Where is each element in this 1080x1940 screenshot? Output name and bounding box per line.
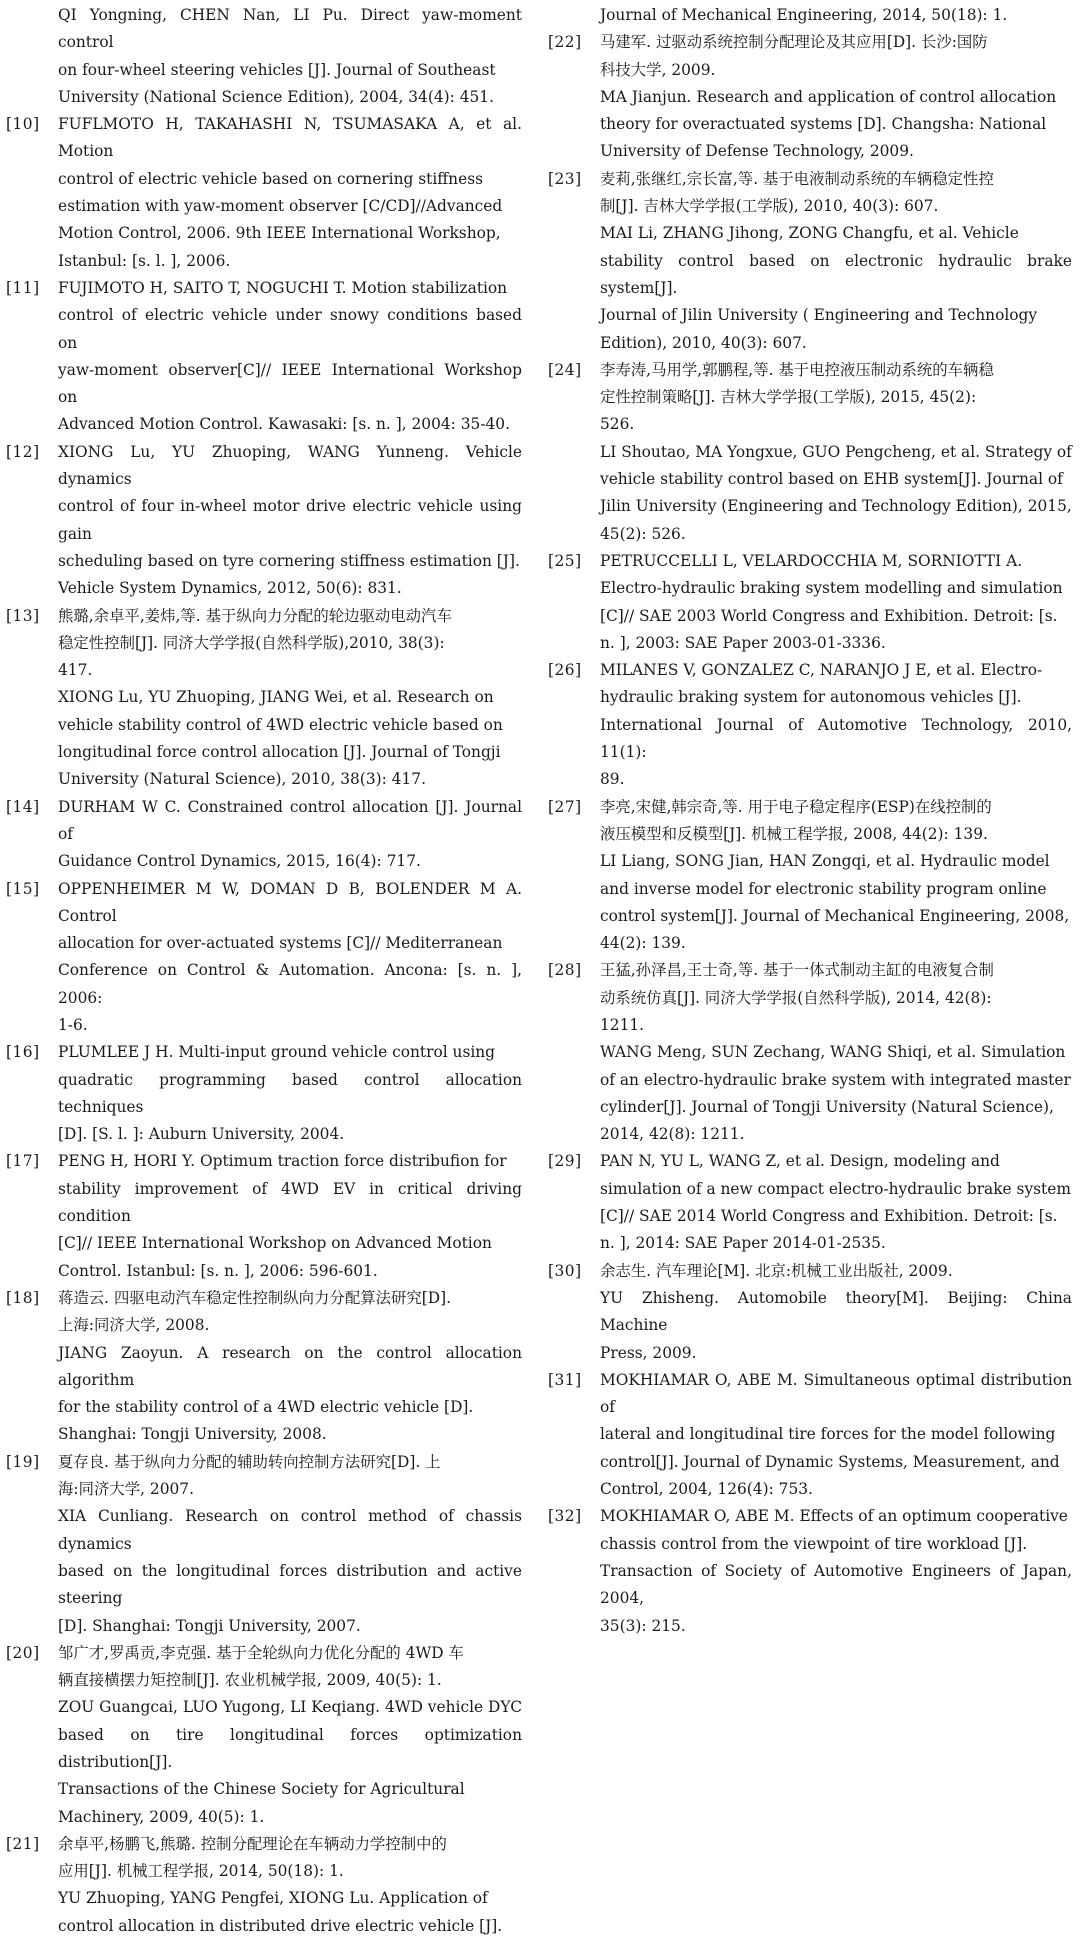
reference-text-line: LI Liang, SONG Jian, HAN Zongqi, et al. Hydraulic model — [600, 852, 1050, 871]
reference-number: [26] — [548, 661, 582, 680]
reference-text-line: estimation with yaw-moment observer [C/CD]//Advanced — [58, 197, 503, 216]
reference-entry — [548, 1148, 1072, 1257]
reference-text-line: MA Jianjun. Research and application of control allocation — [600, 87, 1057, 106]
reference-text-line: 89. — [600, 770, 625, 789]
reference-text-line: stability control based on electronic hydraulic brake system[J]. — [600, 251, 1072, 297]
reference-entry — [548, 1258, 1072, 1367]
reference-text-line: lateral and longitudinal tire forces for the model following — [600, 1425, 1056, 1444]
reference-text-line: Advanced Motion Control. Kawasaki: [s. n. ], 2004: 35-40. — [58, 415, 510, 434]
reference-text-line: Journal of Jilin University ( Engineering and Technology — [600, 306, 1038, 325]
reference-text-line: 李寿涛,马用学,郭鹏程,等. 基于电控液压制动系统的车辆稳 — [600, 360, 994, 379]
reference-text-line: longitudinal force control allocation [J]. Journal of Tongji — [58, 743, 501, 762]
reference-text-line: cylinder[J]. Journal of Tongji University (Natural Science), — [600, 1097, 1054, 1116]
reference-text-line: control of electric vehicle under snowy conditions based on — [58, 306, 522, 352]
reference-text-line: JIANG Zaoyun. A research on the control allocation algorithm — [58, 1343, 522, 1389]
reference-text-line: control system[J]. Journal of Mechanical Engineering, 2008, — [600, 906, 1070, 925]
right-column — [548, 2, 1072, 1640]
reference-number: [10] — [6, 115, 40, 134]
reference-text-line: 液压模型和反模型[J]. 机械工程学报, 2008, 44(2): 139. — [600, 824, 988, 843]
reference-text-line: Vehicle System Dynamics, 2012, 50(6): 831. — [58, 579, 402, 598]
reference-text-line: stability improvement of 4WD EV in critical driving condition — [58, 1179, 522, 1226]
reference-entry — [6, 1039, 522, 1148]
reference-entry — [548, 29, 1072, 165]
reference-text-line: University of Defense Technology, 2009. — [600, 142, 914, 161]
reference-number: [30] — [548, 1261, 582, 1280]
reference-text-line: 余志生. 汽车理论[M]. 北京:机械工业出版社, 2009. — [600, 1261, 953, 1280]
reference-text-line: 熊璐,余卓平,姜炜,等. 基于纵向力分配的轮边驱动电动汽车 — [58, 606, 452, 625]
reference-text-line: PETRUCCELLI L, VELARDOCCHIA M, SORNIOTTI A. — [600, 551, 1023, 570]
reference-number: [22] — [548, 33, 582, 52]
reference-text-line: 动系统仿真[J]. 同济大学学报(自然科学版), 2014, 42(8): — [600, 988, 992, 1007]
reference-number: [18] — [6, 1288, 40, 1307]
reference-text-line: 417. — [58, 661, 93, 680]
reference-entry — [6, 876, 522, 1040]
reference-text-line: 定性控制策略[J]. 吉林大学学报(工学版), 2015, 45(2): — [600, 388, 977, 407]
reference-entry — [6, 2, 522, 111]
reference-entry — [6, 1148, 522, 1284]
reference-number: [31] — [548, 1370, 582, 1389]
reference-text-line: MAI Li, ZHANG Jihong, ZONG Changfu, et al. Vehicle — [600, 224, 1019, 243]
reference-text-line: control of electric vehicle based on cornering stiffness — [58, 169, 483, 188]
reference-entry — [548, 657, 1072, 793]
reference-text-line: XIA Cunliang. Research on control method of chassis dynamics — [58, 1507, 522, 1553]
reference-text-line: control allocation in distributed drive electric vehicle [J]. — [58, 1916, 503, 1935]
reference-text-line: 李亮,宋健,韩宗奇,等. 用于电子稳定程序(ESP)在线控制的 — [600, 797, 992, 816]
reference-text-line: simulation of a new compact electro-hydraulic brake system — [600, 1179, 1071, 1198]
reference-text-line: 海:同济大学, 2007. — [58, 1480, 194, 1499]
reference-text-line: XIONG Lu, YU Zhuoping, JIANG Wei, et al. Research on — [58, 688, 494, 707]
reference-text-line: on four-wheel steering vehicles [J]. Journal of Southeast — [58, 60, 496, 79]
reference-text-line: XIONG Lu, YU Zhuoping, WANG Yunneng. Vehicle dynamics — [58, 442, 522, 489]
reference-text-line: Machinery, 2009, 40(5): 1. — [58, 1807, 265, 1826]
reference-number: [19] — [6, 1452, 40, 1471]
reference-entry — [548, 1503, 1072, 1639]
reference-text-line: Edition), 2010, 40(3): 607. — [600, 333, 807, 352]
reference-text-line: 1-6. — [58, 1015, 88, 1034]
reference-entry — [6, 603, 522, 794]
reference-text-line: QI Yongning, CHEN Nan, LI Pu. Direct yaw-moment control — [58, 6, 522, 52]
reference-entry — [6, 1449, 522, 1640]
reference-text-line: University (Natural Science), 2010, 38(3): 417. — [58, 770, 426, 789]
reference-text-line: vehicle stability control of 4WD electric vehicle based on — [58, 715, 503, 734]
reference-entry — [6, 111, 522, 275]
reference-text-line: WANG Meng, SUN Zechang, WANG Shiqi, et al. Simulation — [600, 1043, 1066, 1062]
reference-number: [16] — [6, 1043, 40, 1062]
reference-text-line: 45(2): 526. — [600, 524, 686, 543]
reference-text-line: chassis control from the viewpoint of tire workload [J]. — [600, 1534, 1028, 1553]
reference-entry — [548, 957, 1072, 1148]
reference-text-line: for the stability control of a 4WD electric vehicle [D]. — [58, 1398, 474, 1417]
reference-text-line: MILANES V, GONZALEZ C, NARANJO J E, et al. Electro- — [600, 661, 1043, 680]
reference-number: [28] — [548, 961, 582, 980]
reference-number: [29] — [548, 1152, 582, 1171]
reference-text-line: 1211. — [600, 1015, 645, 1034]
reference-text-line: ZOU Guangcai, LUO Yugong, LI Keqiang. 4WD vehicle DYC — [58, 1698, 522, 1717]
reference-text-line: DURHAM W C. Constrained control allocation [J]. Journal of — [58, 797, 522, 843]
reference-text-line: Jilin University (Engineering and Technology Edition), 2015, — [600, 497, 1072, 516]
reference-text-line: Transactions of the Chinese Society for Agricultural — [58, 1780, 465, 1799]
reference-text-line: Guidance Control Dynamics, 2015, 16(4): 717. — [58, 852, 421, 871]
reference-text-line: YU Zhuoping, YANG Pengfei, XIONG Lu. Application of — [58, 1889, 488, 1908]
reference-text-line: PENG H, HORI Y. Optimum traction force distribufion for — [58, 1152, 507, 1171]
reference-number: [13] — [6, 606, 40, 625]
reference-text-line: University (National Science Edition), 2004, 34(4): 451. — [58, 87, 494, 106]
reference-number: [24] — [548, 360, 582, 379]
reference-text-line: [C]// SAE 2003 World Congress and Exhibition. Detroit: [s. — [600, 606, 1058, 625]
reference-text-line: Transaction of Society of Automotive Engineers of Japan, 2004, — [600, 1561, 1072, 1608]
reference-entry — [6, 1831, 522, 1940]
reference-text-line: 稳定性控制[J]. 同济大学学报(自然科学版),2010, 38(3): — [58, 633, 445, 652]
reference-entry — [548, 548, 1072, 657]
reference-number: [32] — [548, 1507, 582, 1526]
reference-text-line: Motion Control, 2006. 9th IEEE International Workshop, — [58, 224, 501, 243]
reference-text-line: YU Zhisheng. Automobile theory[M]. Beijing: China Machine — [600, 1288, 1072, 1335]
reference-text-line: Conference on Control & Automation. Ancona: [s. n. ], 2006: — [58, 961, 522, 1007]
reference-text-line: based on the longitudinal forces distribution and active steering — [58, 1561, 522, 1608]
reference-text-line: LI Shoutao, MA Yongxue, GUO Pengcheng, et al. Strategy of — [600, 442, 1072, 461]
reference-text-line: 2014, 42(8): 1211. — [600, 1125, 745, 1144]
reference-entry — [6, 794, 522, 876]
reference-text-line: hydraulic braking system for autonomous vehicles [J]. — [600, 688, 1022, 707]
reference-text-line: theory for overactuated systems [D]. Changsha: National — [600, 115, 1047, 134]
reference-entry — [548, 357, 1072, 548]
reference-text-line: scheduling based on tyre cornering stiffness estimation [J]. — [58, 551, 520, 570]
reference-text-line: control[J]. Journal of Dynamic Systems, Measurement, and — [600, 1452, 1060, 1471]
reference-text-line: n. ], 2014: SAE Paper 2014-01-2535. — [600, 1234, 886, 1253]
reference-text-line: [D]. Shanghai: Tongji University, 2007. — [58, 1616, 361, 1635]
reference-number: [20] — [6, 1643, 40, 1662]
reference-text-line: control of four in-wheel motor drive electric vehicle using gain — [58, 497, 522, 543]
reference-text-line: 夏存良. 基于纵向力分配的辅助转向控制方法研究[D]. 上 — [58, 1452, 441, 1471]
reference-number: [14] — [6, 797, 40, 816]
reference-text-line: 526. — [600, 415, 635, 434]
reference-text-line: Electro-hydraulic braking system modelling and simulation — [600, 579, 1063, 598]
reference-text-line: 制[J]. 吉林大学学报(工学版), 2010, 40(3): 607. — [600, 197, 939, 216]
reference-text-line: 上海:同济大学, 2008. — [58, 1316, 210, 1335]
reference-number: [27] — [548, 797, 582, 816]
reference-text-line: n. ], 2003: SAE Paper 2003-01-3336. — [600, 633, 886, 652]
reference-text-line: Press, 2009. — [600, 1343, 697, 1362]
reference-entry — [6, 1285, 522, 1449]
reference-entry — [6, 439, 522, 603]
reference-text-line: International Journal of Automotive Technology, 2010, 11(1): — [600, 715, 1072, 762]
reference-number: [11] — [6, 278, 40, 297]
reference-text-line: 邹广才,罗禹贡,李克强. 基于全轮纵向力优化分配的 4WD 车 — [58, 1643, 464, 1662]
reference-text-line: [C]// IEEE International Workshop on Advanced Motion — [58, 1234, 492, 1253]
reference-text-line: of an electro-hydraulic brake system with integrated master — [600, 1070, 1071, 1089]
reference-number: [12] — [6, 442, 40, 461]
reference-text-line: 辆直接横摆力矩控制[J]. 农业机械学报, 2009, 40(5): 1. — [58, 1671, 442, 1690]
reference-text-line: based on tire longitudinal forces optimization distribution[J]. — [58, 1725, 522, 1771]
left-column — [6, 2, 522, 1940]
reference-number: [21] — [6, 1834, 40, 1853]
reference-text-line: FUFLMOTO H, TAKAHASHI N, TSUMASAKA A, et al. Motion — [58, 115, 522, 161]
reference-text-line: 王猛,孙泽昌,王士奇,等. 基于一体式制动主缸的电液复合制 — [600, 961, 994, 980]
reference-text-line: 麦莉,张继红,宗长富,等. 基于电液制动系统的车辆稳定性控 — [600, 169, 994, 188]
reference-text-line: MOKHIAMAR O, ABE M. Simultaneous optimal distribution of — [600, 1370, 1072, 1417]
reference-text-line: 余卓平,杨鹏飞,熊璐. 控制分配理论在车辆动力学控制中的 — [58, 1834, 447, 1853]
reference-text-line: Control, 2004, 126(4): 753. — [600, 1480, 813, 1499]
reference-text-line: allocation for over-actuated systems [C]// Mediterranean — [58, 934, 503, 953]
reference-text-line: PLUMLEE J H. Multi-input ground vehicle control using — [58, 1043, 496, 1062]
reference-text-line: 应用[J]. 机械工程学报, 2014, 50(18): 1. — [58, 1862, 344, 1881]
reference-text-line: vehicle stability control based on EHB system[J]. Journal of — [600, 470, 1063, 489]
reference-number: [25] — [548, 551, 582, 570]
reference-text-line: [C]// SAE 2014 World Congress and Exhibition. Detroit: [s. — [600, 1207, 1058, 1226]
reference-text-line: 蒋造云. 四驱电动汽车稳定性控制纵向力分配算法研究[D]. — [58, 1288, 452, 1307]
reference-text-line: Journal of Mechanical Engineering, 2014, 50(18): 1. — [600, 6, 1008, 24]
reference-entry — [6, 275, 522, 439]
reference-text-line: MOKHIAMAR O, ABE M. Effects of an optimum cooperative — [600, 1507, 1068, 1526]
reference-text-line: and inverse model for electronic stability program online — [600, 879, 1047, 898]
reference-entry — [548, 1367, 1072, 1503]
reference-text-line: PAN N, YU L, WANG Z, et al. Design, modeling and — [600, 1152, 1000, 1171]
reference-number: [23] — [548, 169, 582, 188]
reference-text-line: Control. Istanbul: [s. n. ], 2006: 596-601. — [58, 1261, 378, 1280]
reference-text-line: OPPENHEIMER M W, DOMAN D B, BOLENDER M A. Control — [58, 879, 522, 925]
reference-text-line: 44(2): 139. — [600, 934, 686, 953]
reference-text-line: 马建军. 过驱动系统控制分配理论及其应用[D]. 长沙:国防 — [600, 33, 988, 52]
reference-entry — [548, 166, 1072, 357]
reference-entry — [548, 2, 1072, 29]
reference-text-line: [D]. [S. l. ]: Auburn University, 2004. — [58, 1125, 345, 1144]
reference-number: [15] — [6, 879, 40, 898]
reference-entry — [6, 1640, 522, 1831]
reference-text-line: Shanghai: Tongji University, 2008. — [58, 1425, 327, 1444]
reference-text-line: 35(3): 215. — [600, 1616, 686, 1635]
reference-number: [17] — [6, 1152, 40, 1171]
reference-text-line: quadratic programming based control allocation techniques — [58, 1070, 522, 1116]
reference-entry — [548, 794, 1072, 958]
reference-text-line: FUJIMOTO H, SAITO T, NOGUCHI T. Motion stabilization — [58, 278, 508, 297]
reference-text-line: yaw-moment observer[C]// IEEE International Workshop on — [58, 360, 522, 407]
reference-text-line: 科技大学, 2009. — [600, 60, 716, 79]
reference-text-line: Istanbul: [s. l. ], 2006. — [58, 251, 231, 270]
